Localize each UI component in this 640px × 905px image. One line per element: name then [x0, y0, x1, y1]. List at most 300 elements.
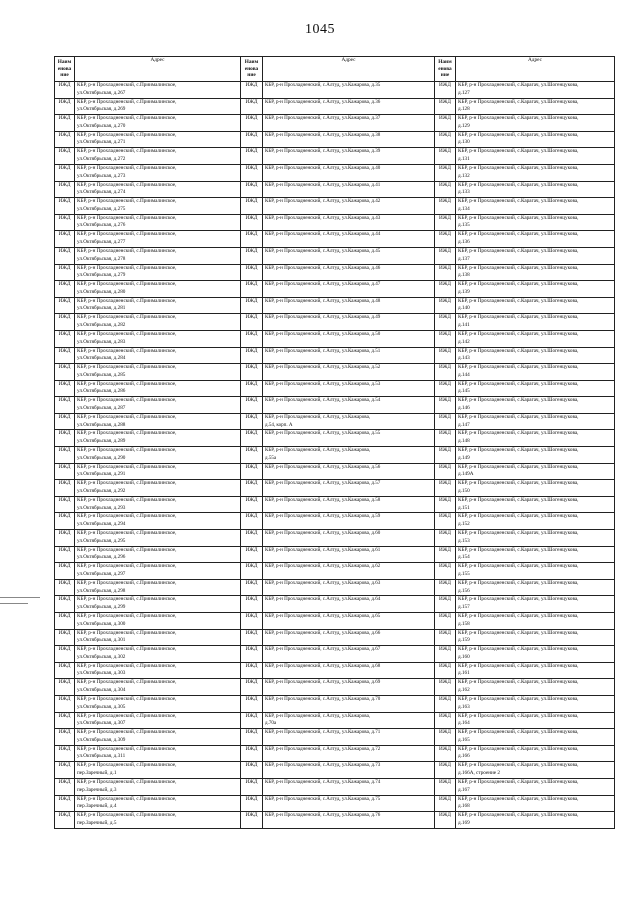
type-cell: ИЖД: [55, 613, 75, 630]
address-cell: [456, 712, 615, 729]
address-cell: [263, 530, 435, 547]
address-cell: [456, 164, 615, 181]
address-line: КБР, р-н Прохладненский, с.Алтуд, ул.Кажарова, д.68: [265, 662, 381, 669]
address-line: КБР, р-н Прохладненский, с.Алтуд, ул.Кажарова, д.54: [265, 397, 381, 404]
address-cell: [263, 115, 435, 132]
type-cell: ИЖД: [55, 530, 75, 547]
address-line: ул.Октябрьская, д.301: [77, 637, 126, 644]
table-row: [55, 430, 615, 447]
address-line: д.155: [458, 570, 470, 577]
type-cell: ИЖД: [241, 596, 263, 613]
address-line: ул.Октябрьская, д.295: [77, 537, 126, 544]
address-line: ул.Октябрьская, д.285: [77, 371, 126, 378]
table-row: [55, 729, 615, 746]
address-line: КБР, р-н Прохладненский, с.Карагач, ул.Шогенцукова,: [458, 430, 579, 437]
address-line: ул.Октябрьская, д.309: [77, 736, 126, 743]
address-line: КБР, р-н Прохладненский, с.Карагач, ул.Шогенцукова,: [458, 131, 579, 138]
table-row: [55, 513, 615, 530]
address-cell: [456, 530, 615, 547]
type-cell: ИЖД: [241, 778, 263, 795]
address-line: д.145: [458, 388, 470, 395]
type-cell: ИЖД: [435, 729, 456, 746]
table-row: [55, 397, 615, 414]
type-cell: ИЖД: [435, 745, 456, 762]
address-cell: [456, 480, 615, 497]
address-line: КБР, р-н Прохладненский, с.Алтуд, ул.Кажарова,: [265, 413, 371, 420]
address-line: КБР, р-н Прохладненский, с.Алтуд, ул.Кажарова, д.52: [265, 364, 381, 371]
address-cell: [75, 629, 241, 646]
address-line: д.131: [458, 156, 470, 163]
address-line: д.161: [458, 670, 470, 677]
address-line: КБР, р-н Прохладненский, с.Карагач, ул.Шогенцукова,: [458, 281, 579, 288]
type-cell: ИЖД: [435, 679, 456, 696]
type-cell: ИЖД: [55, 347, 75, 364]
table-row: [55, 364, 615, 381]
address-line: д.139: [458, 288, 470, 295]
address-line: КБР, р-н Прохладненский, с.Алтуд, ул.Кажарова, д.38: [265, 131, 381, 138]
address-cell: [456, 131, 615, 148]
address-line: КБР, р-н Прохладненский, с.Алтуд, ул.Кажарова, д.37: [265, 115, 381, 122]
address-line: КБР, р-н Прохладненский, с.Карагач, ул.Шогенцукова,: [458, 579, 579, 586]
address-line: КБР, р-н Прохладненский, с.Карагач, ул.Шогенцукова,: [458, 347, 579, 354]
type-cell: ИЖД: [435, 148, 456, 165]
table-row: [55, 82, 615, 99]
address-table: [54, 56, 615, 829]
type-cell: ИЖД: [55, 812, 75, 829]
address-cell: [456, 330, 615, 347]
address-line: КБР, р-н Прохладненский, с.Приималинское,: [77, 795, 177, 802]
type-cell: ИЖД: [241, 812, 263, 829]
address-cell: [456, 297, 615, 314]
address-line: КБР, р-н Прохладненский, с.Алтуд, ул.Кажарова, д.71: [265, 729, 381, 736]
address-line: ул.Октябрьская, д.275: [77, 205, 126, 212]
type-cell: ИЖД: [241, 264, 263, 281]
address-line: КБР, р-н Прохладненский, с.Карагач, ул.Шогенцукова,: [458, 214, 579, 221]
address-line: ул.Октябрьская, д.284: [77, 355, 126, 362]
address-line: КБР, р-н Прохладненский, с.Алтуд, ул.Кажарова, д.74: [265, 778, 381, 785]
address-cell: [456, 281, 615, 298]
address-cell: [263, 164, 435, 181]
address-cell: [456, 646, 615, 663]
address-line: КБР, р-н Прохладненский, с.Алтуд, ул.Кажарова, д.39: [265, 148, 381, 155]
address-line: ул.Октябрьская, д.305: [77, 703, 126, 710]
address-line: КБР, р-н Прохладненский, с.Алтуд, ул.Кажарова, д.53: [265, 380, 381, 387]
address-cell: [75, 613, 241, 630]
table-row: [55, 613, 615, 630]
address-cell: [456, 364, 615, 381]
address-line: КБР, р-н Прохладненский, с.Карагач, ул.Шогенцукова,: [458, 795, 579, 802]
address-cell: [456, 413, 615, 430]
address-line: КБР, р-н Прохладненский, с.Алтуд, ул.Кажарова, д.63: [265, 579, 381, 586]
address-cell: [75, 513, 241, 530]
type-cell: ИЖД: [241, 115, 263, 132]
type-cell: ИЖД: [435, 364, 456, 381]
address-cell: [456, 115, 615, 132]
address-line: КБР, р-н Прохладненский, с.Приималинское,: [77, 131, 177, 138]
address-line: КБР, р-н Прохладненский, с.Приималинское,: [77, 546, 177, 553]
address-line: ул.Октябрьская, д.300: [77, 620, 126, 627]
address-line: КБР, р-н Прохладненский, с.Карагач, ул.Шогенцукова,: [458, 164, 579, 171]
col-header-type: Наим енова ние: [55, 57, 75, 82]
address-line: КБР, р-н Прохладненский, с.Приималинское,: [77, 330, 177, 337]
type-cell: ИЖД: [241, 380, 263, 397]
address-line: КБР, р-н Прохладненский, с.Карагач, ул.Шогенцукова,: [458, 745, 579, 752]
address-line: КБР, р-н Прохладненский, с.Алтуд, ул.Кажарова, д.59: [265, 513, 381, 520]
address-cell: [75, 430, 241, 447]
address-cell: [75, 762, 241, 779]
address-cell: [75, 646, 241, 663]
address-cell: [456, 662, 615, 679]
table-row: [55, 778, 615, 795]
address-line: д.138: [458, 272, 470, 279]
address-line: КБР, р-н Прохладненский, с.Карагач, ул.Шогенцукова,: [458, 115, 579, 122]
address-line: ул.Октябрьская, д.299: [77, 604, 126, 611]
address-line: КБР, р-н Прохладненский, с.Приималинское,: [77, 729, 177, 736]
type-cell: ИЖД: [55, 198, 75, 215]
address-line: КБР, р-н Прохладненский, с.Алтуд, ул.Кажарова,: [265, 712, 371, 719]
address-line: ул.Октябрьская, д.279: [77, 272, 126, 279]
table-row: [55, 712, 615, 729]
type-cell: ИЖД: [241, 546, 263, 563]
address-cell: [456, 513, 615, 530]
address-line: КБР, р-н Прохладненский, с.Приималинское,: [77, 679, 177, 686]
type-cell: ИЖД: [435, 496, 456, 513]
type-cell: ИЖД: [435, 430, 456, 447]
address-cell: [263, 214, 435, 231]
type-cell: ИЖД: [55, 563, 75, 580]
address-line: КБР, р-н Прохладненский, с.Приималинское,: [77, 812, 177, 819]
address-cell: [456, 231, 615, 248]
address-line: д.147: [458, 421, 470, 428]
type-cell: ИЖД: [55, 480, 75, 497]
type-cell: ИЖД: [435, 115, 456, 132]
address-line: ул.Октябрьская, д.304: [77, 687, 126, 694]
type-cell: ИЖД: [241, 330, 263, 347]
address-cell: [263, 480, 435, 497]
address-line: д.167: [458, 786, 470, 793]
scan-artifact-line: [0, 597, 40, 598]
type-cell: ИЖД: [55, 164, 75, 181]
address-cell: [456, 563, 615, 580]
address-line: д.140: [458, 305, 470, 312]
address-line: КБР, р-н Прохладненский, с.Алтуд, ул.Кажарова, д.57: [265, 480, 381, 487]
address-line: д.150: [458, 487, 470, 494]
table-row: [55, 662, 615, 679]
address-cell: [456, 496, 615, 513]
address-line: КБР, р-н Прохладненский, с.Карагач, ул.Шогенцукова,: [458, 82, 579, 88]
address-line: д.54, корп. А: [265, 421, 293, 428]
address-line: КБР, р-н Прохладненский, с.Приималинское,: [77, 745, 177, 752]
type-cell: ИЖД: [435, 579, 456, 596]
type-cell: ИЖД: [55, 695, 75, 712]
address-line: КБР, р-н Прохладненский, с.Приималинское,: [77, 364, 177, 371]
address-cell: [75, 181, 241, 198]
address-cell: [75, 214, 241, 231]
address-line: КБР, р-н Прохладненский, с.Приималинское,: [77, 264, 177, 271]
table-row: [55, 115, 615, 132]
address-line: КБР, р-н Прохладненский, с.Приималинское,: [77, 164, 177, 171]
address-cell: [75, 131, 241, 148]
address-line: КБР, р-н Прохладненский, с.Алтуд, ул.Кажарова, д.48: [265, 297, 381, 304]
col-header-type: Наим енова ние: [435, 57, 456, 82]
address-line: КБР, р-н Прохладненский, с.Карагач, ул.Шогенцукова,: [458, 247, 579, 254]
address-line: КБР, р-н Прохладненский, с.Приималинское,: [77, 480, 177, 487]
type-cell: ИЖД: [435, 646, 456, 663]
type-cell: ИЖД: [435, 198, 456, 215]
address-line: КБР, р-н Прохладненский, с.Алтуд, ул.Кажарова, д.65: [265, 613, 381, 619]
type-cell: ИЖД: [55, 463, 75, 480]
address-line: КБР, р-н Прохладненский, с.Приималинское,: [77, 596, 177, 603]
address-cell: [456, 198, 615, 215]
address-line: ул.Октябрьская, д.277: [77, 239, 126, 246]
address-line: д.153: [458, 537, 470, 544]
type-cell: ИЖД: [435, 181, 456, 198]
type-cell: ИЖД: [241, 397, 263, 414]
address-line: КБР, р-н Прохладненский, с.Приималинское,: [77, 613, 177, 619]
address-cell: [75, 297, 241, 314]
address-cell: [75, 480, 241, 497]
address-line: ул.Октябрьская, д.281: [77, 305, 126, 312]
address-line: д.160: [458, 653, 470, 660]
address-line: д.159: [458, 637, 470, 644]
address-line: КБР, р-н Прохладненский, с.Алтуд, ул.Кажарова, д.44: [265, 231, 381, 238]
address-line: ул.Октябрьская, д.287: [77, 404, 126, 411]
address-cell: [263, 330, 435, 347]
address-cell: [456, 447, 615, 464]
address-line: КБР, р-н Прохладненский, с.Карагач, ул.Шогенцукова,: [458, 198, 579, 205]
address-cell: [456, 778, 615, 795]
address-line: КБР, р-н Прохладненский, с.Карагач, ул.Шогенцукова,: [458, 729, 579, 736]
address-cell: [75, 98, 241, 115]
address-line: КБР, р-н Прохладненский, с.Алтуд, ул.Кажарова, д.66: [265, 629, 381, 636]
address-cell: [456, 181, 615, 198]
address-line: д.128: [458, 106, 470, 113]
address-line: ул.Октябрьская, д.291: [77, 471, 126, 478]
address-line: КБР, р-н Прохладненский, с.Приималинское,: [77, 629, 177, 636]
address-line: д.166А, строение 2: [458, 770, 500, 777]
type-cell: ИЖД: [55, 231, 75, 248]
type-cell: ИЖД: [241, 198, 263, 215]
type-cell: ИЖД: [435, 662, 456, 679]
address-cell: [75, 695, 241, 712]
type-cell: ИЖД: [435, 231, 456, 248]
address-line: КБР, р-н Прохладненский, с.Карагач, ул.Шогенцукова,: [458, 364, 579, 371]
type-cell: ИЖД: [55, 596, 75, 613]
type-cell: ИЖД: [55, 413, 75, 430]
type-cell: ИЖД: [55, 214, 75, 231]
address-line: КБР, р-н Прохладненский, с.Карагач, ул.Шогенцукова,: [458, 679, 579, 686]
address-line: КБР, р-н Прохладненский, с.Приималинское,: [77, 447, 177, 454]
address-line: КБР, р-н Прохладненский, с.Приималинское,: [77, 198, 177, 205]
address-line: ул.Октябрьская, д.307: [77, 720, 126, 727]
address-line: д.162: [458, 687, 470, 694]
address-line: КБР, р-н Прохладненский, с.Алтуд, ул.Кажарова, д.36: [265, 98, 381, 105]
address-line: КБР, р-н Прохладненский, с.Алтуд, ул.Кажарова, д.49: [265, 314, 381, 321]
address-line: д.132: [458, 172, 470, 179]
address-cell: [75, 662, 241, 679]
address-line: КБР, р-н Прохладненский, с.Приималинское,: [77, 297, 177, 304]
address-cell: [263, 247, 435, 264]
address-cell: [456, 745, 615, 762]
table-row: [55, 131, 615, 148]
type-cell: ИЖД: [55, 82, 75, 99]
type-cell: ИЖД: [241, 314, 263, 331]
type-cell: ИЖД: [55, 330, 75, 347]
address-cell: [263, 513, 435, 530]
address-line: КБР, р-н Прохладненский, с.Карагач, ул.Шогенцукова,: [458, 530, 579, 537]
type-cell: ИЖД: [55, 579, 75, 596]
address-line: пер.Заречный, д.5: [77, 819, 117, 826]
type-cell: ИЖД: [435, 463, 456, 480]
type-cell: ИЖД: [435, 82, 456, 99]
address-line: ул.Октябрьская, д.288: [77, 421, 126, 428]
table-row: [55, 646, 615, 663]
type-cell: ИЖД: [435, 812, 456, 829]
address-cell: [456, 729, 615, 746]
address-cell: [263, 148, 435, 165]
address-line: КБР, р-н Прохладненский, с.Алтуд, ул.Кажарова, д.62: [265, 563, 381, 570]
address-cell: [263, 314, 435, 331]
table-row: [55, 413, 615, 430]
table-row: [55, 629, 615, 646]
col-header-address: Адрес: [263, 57, 435, 82]
address-cell: [456, 148, 615, 165]
address-cell: [456, 214, 615, 231]
type-cell: ИЖД: [55, 745, 75, 762]
address-line: д.133: [458, 189, 470, 196]
address-line: КБР, р-н Прохладненский, с.Алтуд, ул.Кажарова, д.73: [265, 762, 381, 769]
address-line: КБР, р-н Прохладненский, с.Приималинское,: [77, 115, 177, 122]
address-line: д.129: [458, 122, 470, 129]
address-cell: [263, 563, 435, 580]
table-row: [55, 281, 615, 298]
table-row: [55, 480, 615, 497]
type-cell: ИЖД: [241, 513, 263, 530]
address-line: КБР, р-н Прохладненский, с.Карагач, ул.Шогенцукова,: [458, 662, 579, 669]
address-line: д.146: [458, 404, 470, 411]
address-line: КБР, р-н Прохладненский, с.Приималинское,: [77, 347, 177, 354]
address-line: ул.Октябрьская, д.274: [77, 189, 126, 196]
address-cell: [263, 762, 435, 779]
address-line: КБР, р-н Прохладненский, с.Алтуд, ул.Кажарова, д.58: [265, 496, 381, 503]
address-line: КБР, р-н Прохладненский, с.Алтуд, ул.Кажарова, д.51: [265, 347, 381, 354]
address-line: КБР, р-н Прохладненский, с.Карагач, ул.Шогенцукова,: [458, 496, 579, 503]
table-row: [55, 297, 615, 314]
address-line: КБР, р-н Прохладненский, с.Карагач, ул.Шогенцукова,: [458, 447, 579, 454]
table-row: [55, 812, 615, 829]
address-line: ул.Октябрьская, д.278: [77, 255, 126, 262]
address-line: КБР, р-н Прохладненский, с.Карагач, ул.Шогенцукова,: [458, 563, 579, 570]
address-line: КБР, р-н Прохладненский, с.Карагач, ул.Шогенцукова,: [458, 413, 579, 420]
address-cell: [456, 463, 615, 480]
address-line: КБР, р-н Прохладненский, с.Приималинское,: [77, 380, 177, 387]
address-cell: [75, 115, 241, 132]
page-number: 1045: [305, 22, 335, 37]
address-line: д.127: [458, 89, 470, 96]
type-cell: ИЖД: [435, 480, 456, 497]
type-cell: ИЖД: [241, 82, 263, 99]
address-cell: [263, 712, 435, 729]
address-line: ул.Октябрьская, д.283: [77, 338, 126, 345]
address-cell: [263, 231, 435, 248]
address-cell: [456, 264, 615, 281]
address-cell: [263, 579, 435, 596]
address-line: КБР, р-н Прохладненский, с.Алтуд, ул.Кажарова, д.35: [265, 82, 381, 88]
address-cell: [75, 546, 241, 563]
type-cell: ИЖД: [55, 662, 75, 679]
address-line: КБР, р-н Прохладненский, с.Карагач, ул.Шогенцукова,: [458, 596, 579, 603]
address-cell: [75, 745, 241, 762]
address-line: КБР, р-н Прохладненский, с.Карагач, ул.Шогенцукова,: [458, 629, 579, 636]
address-line: КБР, р-н Прохладненский, с.Приималинское,: [77, 148, 177, 155]
type-cell: ИЖД: [241, 98, 263, 115]
address-line: КБР, р-н Прохладненский, с.Карагач, ул.Шогенцукова,: [458, 812, 579, 819]
address-line: ул.Октябрьская, д.311: [77, 753, 126, 760]
address-cell: [263, 778, 435, 795]
address-line: ул.Октябрьская, д.280: [77, 288, 126, 295]
address-line: КБР, р-н Прохладненский, с.Алтуд, ул.Кажарова, д.56: [265, 463, 381, 470]
table-row: [55, 314, 615, 331]
address-line: КБР, р-н Прохладненский, с.Алтуд, ул.Кажарова, д.76: [265, 812, 381, 819]
col-header-address: Адрес: [75, 57, 241, 82]
address-cell: [263, 596, 435, 613]
address-line: д.152: [458, 521, 470, 528]
address-cell: [263, 347, 435, 364]
table-row: [55, 695, 615, 712]
table-row: [55, 198, 615, 215]
type-cell: ИЖД: [435, 613, 456, 630]
type-cell: ИЖД: [55, 314, 75, 331]
address-line: КБР, р-н Прохладненский, с.Алтуд, ул.Кажарова, д.72: [265, 745, 381, 752]
address-line: ул.Октябрьская, д.270: [77, 122, 126, 129]
address-line: д.165: [458, 736, 470, 743]
address-line: д.163: [458, 703, 470, 710]
address-cell: [456, 347, 615, 364]
address-line: ул.Октябрьская, д.282: [77, 322, 126, 329]
address-line: КБР, р-н Прохладненский, с.Приималинское,: [77, 181, 177, 188]
address-line: КБР, р-н Прохладненский, с.Приималинское,: [77, 579, 177, 586]
type-cell: ИЖД: [435, 297, 456, 314]
table-row: [55, 231, 615, 248]
address-line: КБР, р-н Прохладненский, с.Карагач, ул.Шогенцукова,: [458, 463, 579, 470]
address-cell: [263, 98, 435, 115]
address-cell: [75, 563, 241, 580]
type-cell: ИЖД: [55, 281, 75, 298]
address-line: КБР, р-н Прохладненский, с.Приималинское,: [77, 397, 177, 404]
type-cell: ИЖД: [435, 164, 456, 181]
type-cell: ИЖД: [241, 679, 263, 696]
address-cell: [263, 795, 435, 812]
address-line: КБР, р-н Прохладненский, с.Приималинское,: [77, 214, 177, 221]
address-line: д.157: [458, 604, 470, 611]
address-cell: [263, 364, 435, 381]
address-line: д.144: [458, 371, 470, 378]
address-line: КБР, р-н Прохладненский, с.Карагач, ул.Шогенцукова,: [458, 264, 579, 271]
address-cell: [75, 812, 241, 829]
address-line: ул.Октябрьская, д.298: [77, 587, 126, 594]
address-cell: [456, 430, 615, 447]
address-cell: [75, 530, 241, 547]
address-line: КБР, р-н Прохладненский, с.Приималинское,: [77, 712, 177, 719]
address-line: КБР, р-н Прохладненский, с.Приималинское,: [77, 762, 177, 769]
type-cell: ИЖД: [55, 712, 75, 729]
address-line: КБР, р-н Прохладненский, с.Алтуд, ул.Кажарова, д.46: [265, 264, 381, 271]
address-cell: [263, 629, 435, 646]
type-cell: ИЖД: [55, 115, 75, 132]
address-line: КБР, р-н Прохладненский, с.Карагач, ул.Шогенцукова,: [458, 297, 579, 304]
table-row: [55, 463, 615, 480]
address-line: д.169: [458, 819, 470, 826]
